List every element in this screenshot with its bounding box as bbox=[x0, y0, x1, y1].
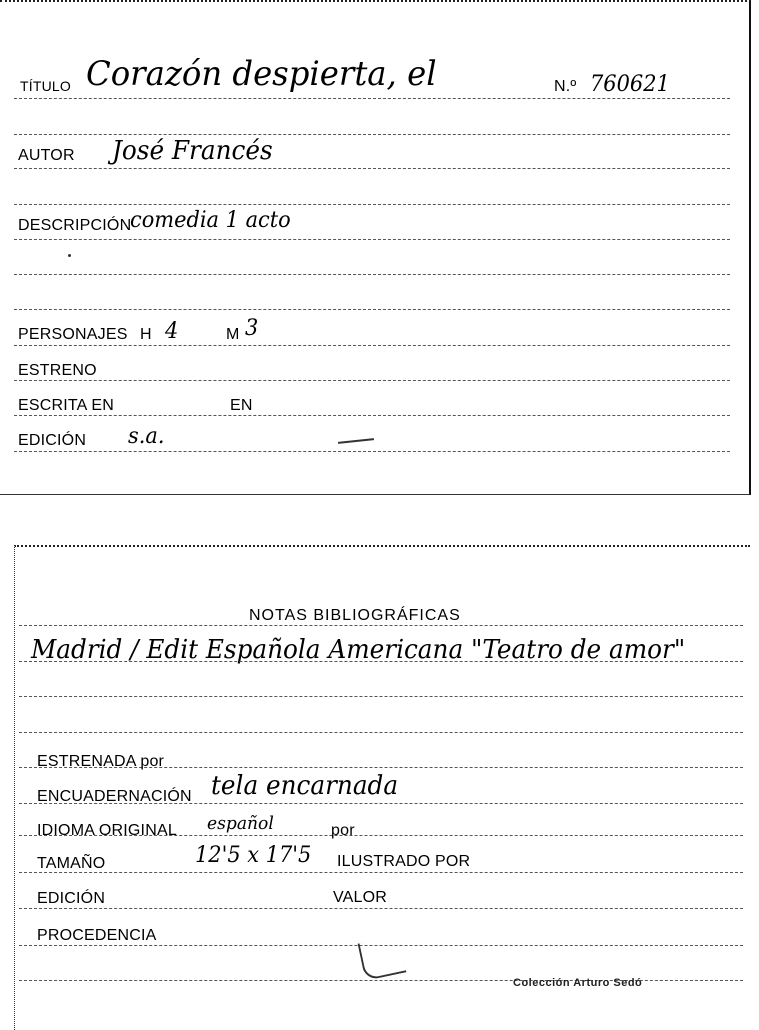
personajes-h-value: 4 bbox=[165, 319, 179, 344]
tamano-value: 12'5 x 17'5 bbox=[195, 843, 312, 868]
rule-personajes bbox=[14, 345, 730, 346]
descripcion-value: comedia 1 acto bbox=[130, 208, 291, 233]
numero-value: 760621 bbox=[590, 72, 670, 97]
valor-label: VALOR bbox=[333, 889, 388, 906]
rule-estreno bbox=[14, 380, 730, 381]
rule-notas-1 bbox=[19, 625, 743, 626]
catalog-card-top bbox=[0, 0, 751, 495]
personajes-label: PERSONAJES bbox=[18, 326, 128, 343]
collection-stamp: Colección Arturo Sedó bbox=[513, 977, 643, 989]
autor-value: José Francés bbox=[112, 136, 273, 166]
edicion-label: EDICIÓN bbox=[18, 432, 87, 449]
procedencia-label: PROCEDENCIA bbox=[37, 927, 157, 944]
rule-edicion bbox=[19, 908, 743, 909]
rule-blank-2 bbox=[14, 204, 730, 205]
rule-edicion bbox=[14, 451, 730, 452]
rule-blank-3 bbox=[14, 309, 730, 310]
en-label: EN bbox=[230, 397, 253, 414]
autor-label: AUTOR bbox=[18, 147, 75, 164]
estrenada-label: ESTRENADA por bbox=[37, 753, 165, 770]
personajes-m-label: M bbox=[226, 326, 240, 343]
edicion-value: s.a. bbox=[128, 424, 165, 449]
encuadernacion-value: tela encarnada bbox=[211, 771, 399, 801]
rule-tamano bbox=[19, 872, 743, 873]
titulo-label: TÍTULO bbox=[20, 78, 71, 94]
idioma-label: IDIOMA ORIGINAL bbox=[37, 822, 177, 839]
personajes-m-value: 3 bbox=[245, 316, 259, 341]
rule-autor bbox=[14, 168, 730, 169]
numero-label: N.º bbox=[554, 78, 577, 95]
pen-mark bbox=[358, 935, 407, 981]
tamano-label: TAMAÑO bbox=[37, 855, 106, 872]
estreno-label: ESTRENO bbox=[18, 362, 97, 379]
descripcion-label: DESCRIPCIÓN bbox=[18, 217, 132, 234]
rule-notas-3 bbox=[19, 696, 743, 697]
ink-speck bbox=[68, 254, 71, 257]
edicion-label: EDICIÓN bbox=[37, 890, 106, 907]
rule-titulo bbox=[14, 98, 730, 99]
rule-descripcion bbox=[14, 239, 730, 240]
catalog-card-bottom bbox=[14, 545, 750, 1030]
idioma-value: español bbox=[207, 813, 274, 834]
rule-notas-2 bbox=[19, 661, 743, 662]
personajes-h-label: H bbox=[140, 326, 152, 343]
rule-escrita bbox=[14, 415, 730, 416]
rule-descripcion-2 bbox=[14, 274, 730, 275]
ilustrado-label: ILUSTRADO POR bbox=[337, 853, 471, 870]
notas-label: NOTAS BIBLIOGRÁFICAS bbox=[249, 607, 461, 624]
por-label: por bbox=[331, 822, 355, 839]
escrita-en-label: ESCRITA EN bbox=[18, 397, 114, 414]
pen-mark bbox=[338, 438, 374, 444]
rule-blank-1 bbox=[14, 134, 730, 135]
encuadernacion-label: ENCUADERNACIÓN bbox=[37, 788, 192, 805]
notas-value: Madrid / Edit Española Americana "Teatro de amor" bbox=[31, 635, 686, 665]
rule-notas-4 bbox=[19, 732, 743, 733]
titulo-value: Corazón despierta, el bbox=[86, 54, 437, 94]
